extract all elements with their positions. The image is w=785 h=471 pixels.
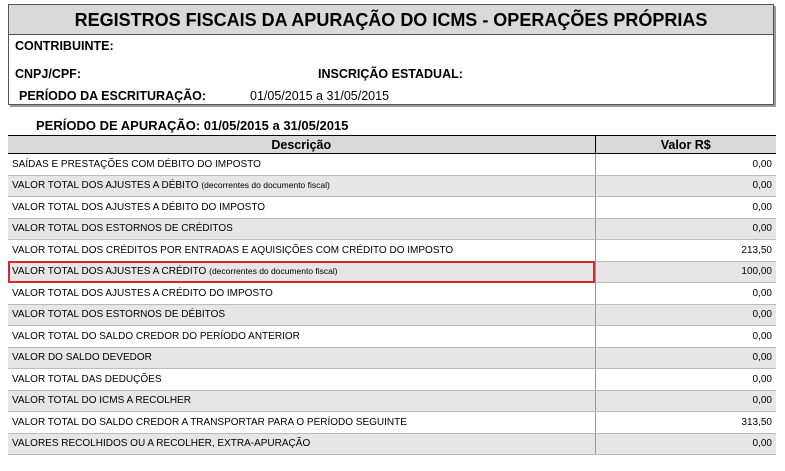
table-row [8, 175, 776, 197]
row-description-text: VALOR TOTAL DOS AJUSTES A DÉBITO DO IMPOSTO [12, 201, 266, 213]
row-description-text: VALOR TOTAL DOS AJUSTES A DÉBITO [12, 180, 199, 192]
inscricao-label: INSCRIÇÃO ESTADUAL: [318, 67, 463, 81]
row-description-text: VALORES RECOLHIDOS OU A RECOLHER, EXTRA-APURAÇÃO [12, 438, 311, 450]
column-header-valor: Valor R$ [595, 136, 776, 154]
table-row [8, 283, 776, 305]
table-row [8, 326, 776, 348]
header-box [8, 4, 774, 105]
row-description [8, 433, 595, 455]
table-row [8, 218, 776, 240]
row-value: 213,50 [595, 240, 776, 262]
row-value: 0,00 [595, 369, 776, 391]
table-row [8, 240, 776, 262]
row-description [8, 283, 595, 305]
row-value: 0,00 [595, 283, 776, 305]
row-description [8, 261, 595, 283]
row-value: 313,50 [595, 412, 776, 434]
row-description [8, 412, 595, 434]
row-description [8, 304, 595, 326]
row-description-text: VALOR TOTAL DOS ESTORNOS DE DÉBITOS [12, 309, 226, 321]
table-row [8, 369, 776, 391]
row-value: 0,00 [595, 304, 776, 326]
apuracao-table [8, 135, 776, 455]
row-value: 0,00 [595, 433, 776, 455]
row-description-text: SAÍDAS E PRESTAÇÕES COM DÉBITO DO IMPOSTO [12, 158, 261, 170]
row-value: 0,00 [595, 326, 776, 348]
row-description [8, 175, 595, 197]
row-description-text: VALOR TOTAL DOS AJUSTES A CRÉDITO DO IMPOSTO [12, 287, 273, 299]
table-row [8, 261, 776, 283]
table-row [8, 154, 776, 176]
row-description [8, 154, 595, 176]
row-description-text: VALOR TOTAL DAS DEDUÇÕES [12, 373, 162, 385]
table-header-row [8, 136, 776, 154]
row-description-text: VALOR TOTAL DO SALDO CREDOR DO PERÍODO ANTERIOR [12, 330, 300, 342]
row-description-note: (decorrentes do documento fiscal) [201, 180, 330, 191]
row-value: 0,00 [595, 197, 776, 219]
periodo-value: 01/05/2015 a 31/05/2015 [250, 89, 390, 103]
row-value: 0,00 [595, 154, 776, 176]
document-title: REGISTROS FISCAIS DA APURAÇÃO DO ICMS - OPERAÇÕES PRÓPRIAS [9, 5, 773, 35]
table-row [8, 347, 776, 369]
row-value: 0,00 [595, 218, 776, 240]
row-description-text: VALOR TOTAL DOS CRÉDITOS POR ENTRADAS E AQUISIÇÕES COM CRÉDITO DO IMPOSTO [12, 244, 454, 256]
row-description [8, 326, 595, 348]
table-row [8, 412, 776, 434]
row-value: 0,00 [595, 390, 776, 412]
row-description [8, 240, 595, 262]
apuracao-period-title: PERÍODO DE APURAÇÃO: 01/05/2015 a 31/05/2015 [36, 118, 349, 133]
row-description-text: VALOR TOTAL DO SALDO CREDOR A TRANSPORTAR PARA O PERÍODO SEGUINTE [12, 416, 407, 428]
contribuinte-label: CONTRIBUINTE: [15, 39, 114, 53]
table-row [8, 304, 776, 326]
periodo-label: PERÍODO DA ESCRITURAÇÃO: [19, 89, 207, 103]
row-value: 0,00 [595, 347, 776, 369]
row-description [8, 218, 595, 240]
row-value: 100,00 [595, 261, 776, 283]
row-description [8, 390, 595, 412]
row-description-text: VALOR TOTAL DO ICMS A RECOLHER [12, 395, 191, 407]
row-description-text: VALOR TOTAL DOS ESTORNOS DE CRÉDITOS [12, 223, 233, 235]
row-description [8, 369, 595, 391]
cnpj-label: CNPJ/CPF: [15, 67, 81, 81]
row-description-note: (decorrentes do documento fiscal) [209, 266, 338, 277]
row-description [8, 347, 595, 369]
column-header-descricao: Descrição [8, 136, 595, 154]
table-row [8, 197, 776, 219]
row-description [8, 197, 595, 219]
table-row [8, 433, 776, 455]
row-value: 0,00 [595, 175, 776, 197]
row-description-text: VALOR TOTAL DOS AJUSTES A CRÉDITO [12, 266, 207, 278]
table-row [8, 390, 776, 412]
row-description-text: VALOR DO SALDO DEVEDOR [12, 352, 152, 364]
